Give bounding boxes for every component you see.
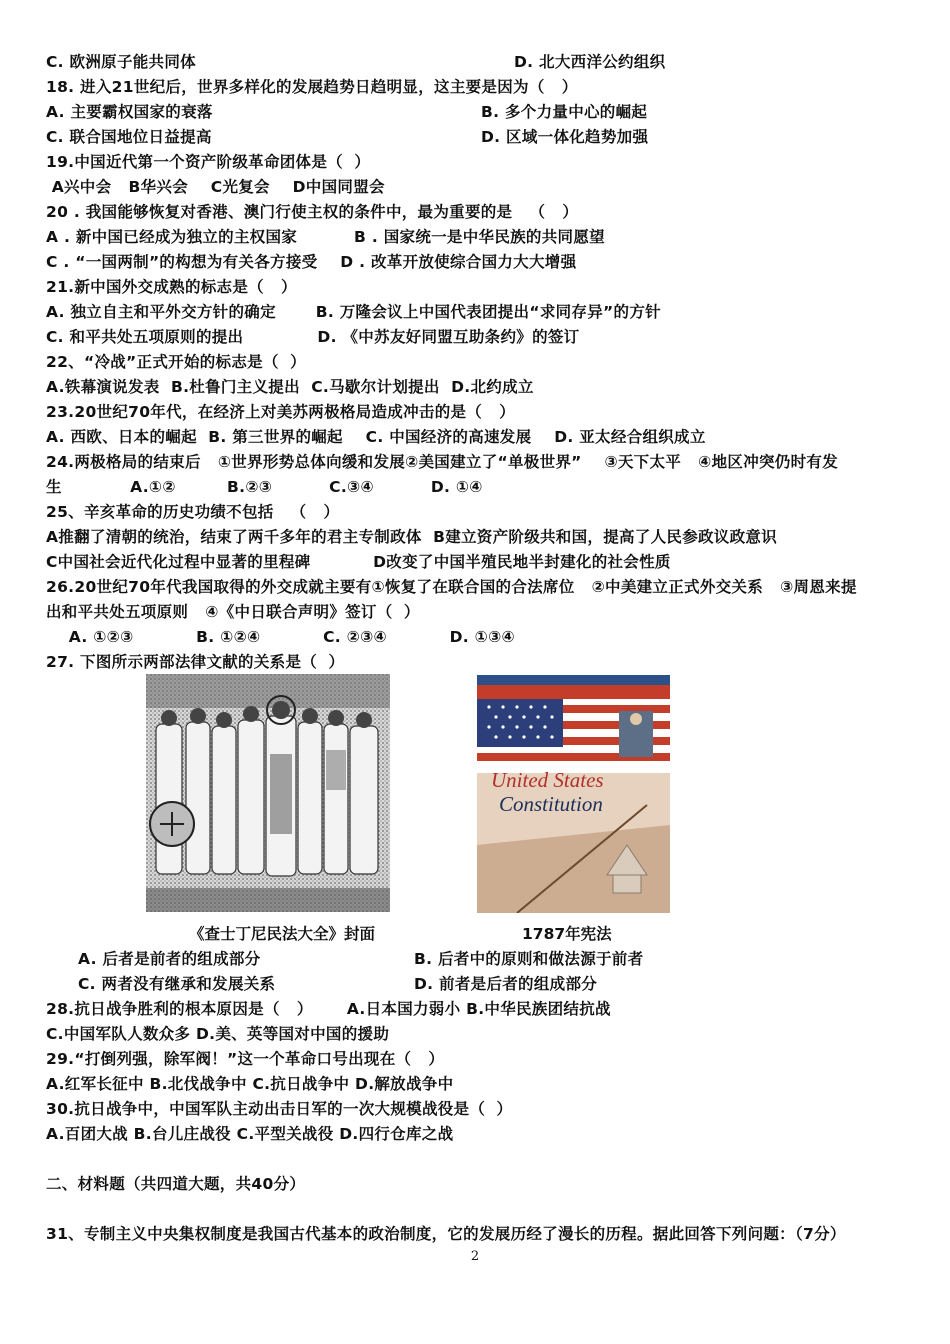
text-line: C中国社会近代化过程中显著的里程碑 D改变了中国半殖民地半封建化的社会性质 <box>46 553 671 571</box>
text-line: 24.两极格局的结束后 ①世界形势总体向缓和发展②美国建立了“单极世界” ③天下太平 ④地区冲突仍时有发 <box>46 453 838 471</box>
text-line: D. 前者是后者的组成部分 <box>414 975 598 993</box>
text-line: 25、辛亥革命的历史功绩不包括 （ ） <box>46 503 340 521</box>
figure-left-caption: 《查士丁尼民法大全》封面 <box>189 925 376 943</box>
text-line: C.中国军队人数众多 D.美、英等国对中国的援助 <box>46 1025 390 1043</box>
text-line: A推翻了清朝的统治，结束了两千多年的君主专制政体 B建立资产阶级共和国，提高了人民参政议政意识 <box>46 528 778 546</box>
text-line: A兴中会 B华兴会 C光复会 D中国同盟会 <box>46 178 385 196</box>
text-line: A. 独立自主和平外交方针的确定 B. 万隆会议上中国代表团提出“求同存异”的方针 <box>46 303 661 321</box>
text-line: C. 欧洲原子能共同体 <box>46 53 196 71</box>
text-line: C. 联合国地位日益提高 <box>46 128 212 146</box>
text-line: 27. 下图所示两部法律文献的关系是（ ） <box>46 653 345 671</box>
text-line: D. 北大西洋公约组织 <box>514 53 666 71</box>
text-line: 出和平共处五项原则 ④《中日联合声明》签订（ ） <box>46 603 420 621</box>
us-constitution-cover-image <box>477 675 670 913</box>
text-line: C. 和平共处五项原则的提出 D. 《中苏友好同盟互助条约》的签订 <box>46 328 580 346</box>
page-number: 2 <box>470 1249 480 1264</box>
text-line: 26.20世纪70年代我国取得的外交成就主要有①恢复了在联合国的合法席位 ②中美建立正式外交关系 ③周恩来提 <box>46 578 857 596</box>
text-line: 23.20世纪70年代，在经济上对美苏两极格局造成冲击的是（ ） <box>46 403 515 421</box>
text-line: A.铁幕演说发表 B.杜鲁门主义提出 C.马歇尔计划提出 D.北约成立 <box>46 378 534 396</box>
text-line: 生 A.①② B.②③ C.③④ D. ①④ <box>46 478 483 496</box>
text-line: 二、材料题（共四道大题，共40分） <box>46 1175 306 1193</box>
text-line: 22、“冷战”正式开始的标志是（ ） <box>46 353 306 371</box>
text-line: A. 主要霸权国家的衰落 <box>46 103 213 121</box>
text-line: D. 区域一体化趋势加强 <box>481 128 649 146</box>
constitution-cover-drawing <box>477 675 670 913</box>
text-line: B. 后者中的原则和做法源于前者 <box>414 950 644 968</box>
text-line: A . 新中国已经成为独立的主权国家 B . 国家统一是中华民族的共同愿望 <box>46 228 605 246</box>
text-line: 20 . 我国能够恢复对香港、澳门行使主权的条件中，最为重要的是 （ ） <box>46 203 579 221</box>
text-line: C. 两者没有继承和发展关系 <box>78 975 276 993</box>
text-line: 28.抗日战争胜利的根本原因是（ ） A.日本国力弱小 B.中华民族团结抗战 <box>46 1000 611 1018</box>
text-line: B. 多个力量中心的崛起 <box>481 103 648 121</box>
text-line: A. 后者是前者的组成部分 <box>78 950 261 968</box>
text-line: 31、专制主义中央集权制度是我国古代基本的政治制度，它的发展历经了漫长的历程。据此回答下列问题：（7分） <box>46 1225 846 1243</box>
text-line: A. ①②③ B. ①②④ C. ②③④ D. ①③④ <box>46 628 515 646</box>
text-line: 29.“打倒列强，除军阀！”这一个革命口号出现在（ ） <box>46 1050 445 1068</box>
cover-title-line-2: Constitution <box>499 792 603 816</box>
text-line: 18. 进入21世纪后，世界多样化的发展趋势日趋明显，这主要是因为（ ） <box>46 78 578 96</box>
justinian-mosaic-image <box>146 674 390 912</box>
cover-title-line-1: United States <box>491 768 604 792</box>
text-line: A. 西欧、日本的崛起 B. 第三世界的崛起 C. 中国经济的高速发展 D. 亚太经合组织成立 <box>46 428 706 446</box>
mosaic-figure-drawing <box>146 674 390 912</box>
figure-right-caption: 1787年宪法 <box>522 925 612 943</box>
text-line: 21.新中国外交成熟的标志是（ ） <box>46 278 297 296</box>
text-line: A.红军长征中 B.北伐战争中 C.抗日战争中 D.解放战争中 <box>46 1075 454 1093</box>
text-line: A.百团大战 B.台儿庄战役 C.平型关战役 D.四行仓库之战 <box>46 1125 454 1143</box>
text-line: 30.抗日战争中，中国军队主动出击日军的一次大规模战役是（ ） <box>46 1100 513 1118</box>
text-line: 19.中国近代第一个资产阶级革命团体是（ ） <box>46 153 371 171</box>
text-line: C . “一国两制”的构想为有关各方接受 D . 改革开放使综合国力大大增强 <box>46 253 577 271</box>
